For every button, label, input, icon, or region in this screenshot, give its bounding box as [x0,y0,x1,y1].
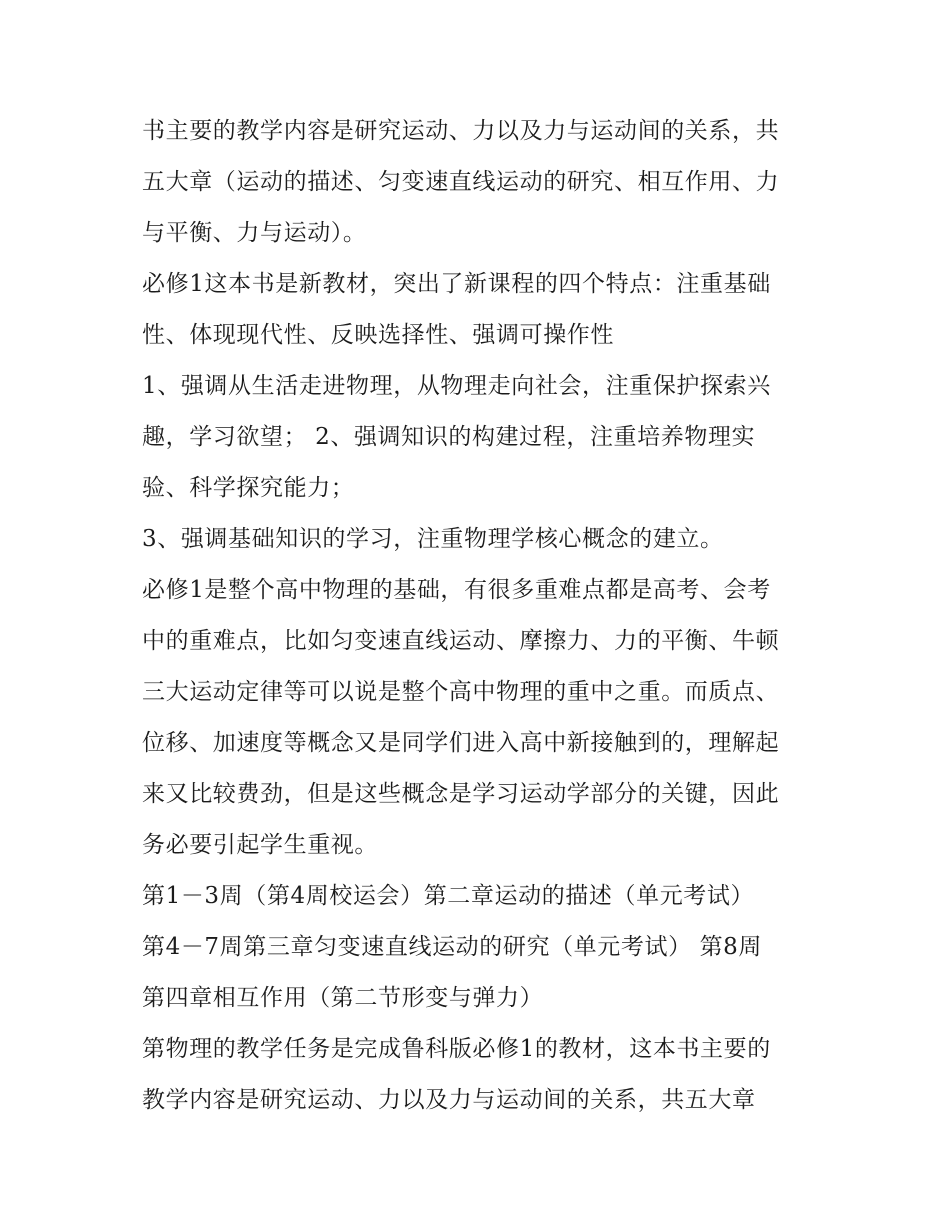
text-line-4: 必修1这本书是新教材，突出了新课程的四个特点：注重基础 [142,271,771,297]
text-line-15: 务必要引起学生重视。 [142,832,378,858]
text-line-3: 与平衡、力与运动）。 [142,220,367,246]
text-line-8: 验、科学探究能力； [142,475,355,501]
text-line-12: 三大运动定律等可以说是整个高中物理的重中之重。而质点、 [142,679,780,705]
text-line-19: 第物理的教学任务是完成鲁科版必修1的教材，这本书主要的 [142,1036,771,1062]
text-line-10: 必修1是整个高中物理的基础，有很多重难点都是高考、会考 [142,577,771,603]
text-line-6: 1、强调从生活走进物理，从物理走向社会，注重保护探索兴 [142,373,771,399]
body-text [142,106,822,1126]
text-line-18: 第四章相互作用（第二节形变与弹力） [142,985,544,1011]
text-line-14: 来又比较费劲，但是这些概念是学习运动学部分的关键，因此 [142,781,780,807]
text-line-9: 3、强调基础知识的学习，注重物理学核心概念的建立。 [142,526,724,552]
text-line-11: 中的重难点，比如匀变速直线运动、摩擦力、力的平衡、牛顿 [142,628,780,654]
text-line-7: 趣，学习欲望； 2、强调知识的构建过程，注重培养物理实 [142,424,756,450]
text-line-5: 性、体现现代性、反映选择性、强调可操作性 [142,322,614,348]
text-line-20: 教学内容是研究运动、力以及力与运动间的关系，共五大章 [142,1087,756,1113]
text-line-16: 第1－3周（第4周校运会）第二章运动的描述（单元考试） [142,883,755,909]
text-line-1: 书主要的教学内容是研究运动、力以及力与运动间的关系，共 [142,118,780,144]
text-line-2: 五大章（运动的描述、匀变速直线运动的研究、相互作用、力 [142,169,780,195]
text-line-17: 第4－7周第三章匀变速直线运动的研究（单元考试） 第8周 [142,934,763,960]
text-line-13: 位移、加速度等概念又是同学们进入高中新接触到的，理解起 [142,730,780,756]
